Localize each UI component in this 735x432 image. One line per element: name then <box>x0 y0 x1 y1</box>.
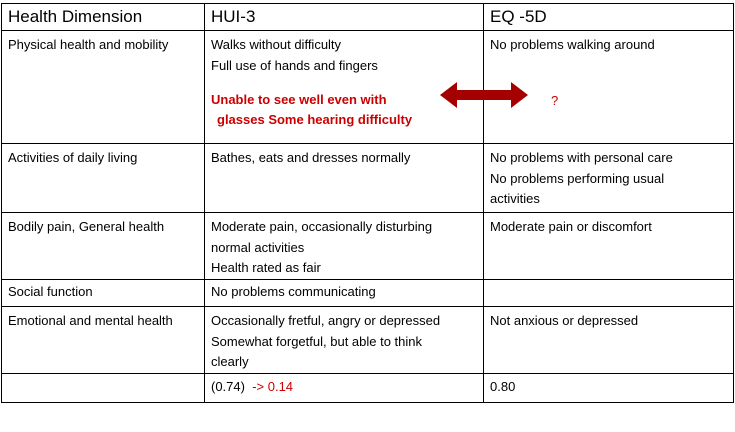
hui3-total-value: (0.74) <box>211 378 245 394</box>
dimension-cell: Bodily pain, General health <box>2 213 205 280</box>
hui3-line: Health rated as fair <box>211 260 321 275</box>
alert-line: glasses Some hearing difficulty <box>217 112 413 127</box>
eq5d-cell <box>484 213 734 280</box>
question-mark: ? <box>551 93 559 108</box>
dimension-cell: Social function <box>2 279 205 307</box>
totals-row <box>2 373 734 402</box>
eq5d-line: Not anxious or depressed <box>490 313 639 328</box>
table-row <box>2 307 734 374</box>
hui3-line: Occasionally fretful, angry or depressed <box>211 313 441 328</box>
eq5d-line: Moderate pain or discomfort <box>490 219 652 234</box>
table-row <box>2 31 734 144</box>
eq5d-line: No problems performing usual <box>490 170 665 186</box>
hui3-line: No problems communicating <box>211 283 376 299</box>
hui3-line: Walks without difficulty <box>211 37 342 52</box>
hui3-line: Moderate pain, occasionally disturbing <box>211 219 433 234</box>
header-eq5d: EQ -5D <box>484 4 734 31</box>
hui3-total-cell <box>205 373 484 402</box>
eq5d-total-cell <box>484 373 734 402</box>
eq5d-total-value: 0.80 <box>490 378 516 394</box>
dimension-cell: Emotional and mental health <box>2 307 205 374</box>
table-row <box>2 213 734 280</box>
double-arrow-icon <box>440 82 528 108</box>
header-health-dimension: Health Dimension <box>2 4 205 31</box>
eq5d-line: activities <box>490 191 540 206</box>
eq5d-line: No problems walking around <box>490 37 655 52</box>
totals-empty-cell <box>2 373 205 402</box>
hui3-cell <box>205 279 484 307</box>
hui3-cell <box>205 144 484 213</box>
hui3-cell <box>205 213 484 280</box>
double-arrow-shape <box>440 82 528 108</box>
hui3-line: Full use of hands and fingers <box>211 57 378 73</box>
hui3-cell <box>205 307 484 374</box>
table-row <box>2 279 734 307</box>
eq5d-cell <box>484 144 734 213</box>
header-hui3: HUI-3 <box>205 4 484 31</box>
hui3-line: Bathes, eats and dresses normally <box>211 150 411 165</box>
health-dimension-table <box>1 3 734 403</box>
dimension-cell: Physical health and mobility <box>2 31 205 144</box>
dimension-cell: Activities of daily living <box>2 144 205 213</box>
eq5d-cell <box>484 307 734 374</box>
hui3-line: clearly <box>211 354 249 369</box>
alert-line: Unable to see well even with <box>211 92 387 107</box>
hui3-line: normal activities <box>211 239 305 255</box>
eq5d-cell <box>484 279 734 307</box>
hui3-total-change: -> 0.14 <box>252 378 294 394</box>
hui3-alert-text <box>211 90 477 130</box>
hui3-line: Somewhat forgetful, but able to think <box>211 333 423 349</box>
table-row <box>2 144 734 213</box>
table-header-row <box>2 4 734 31</box>
eq5d-line: No problems with personal care <box>490 150 673 165</box>
